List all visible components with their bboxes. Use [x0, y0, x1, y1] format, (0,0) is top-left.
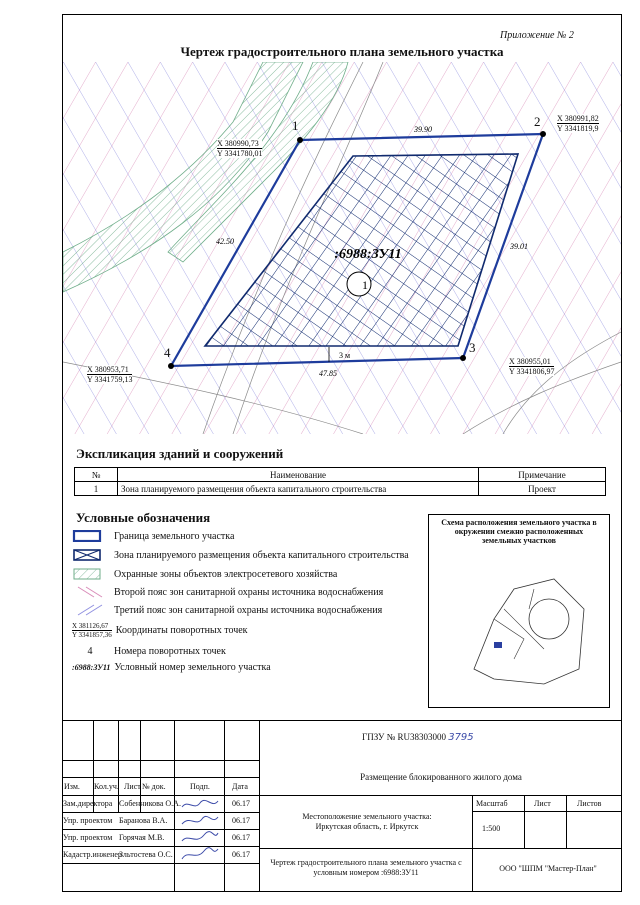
planned-zone-symbol: [72, 549, 108, 561]
col-header-count: Кол.уч.: [94, 782, 119, 791]
col-name-header: Наименование: [118, 468, 479, 482]
parcel-number-sample: :6988:ЗУ11: [72, 663, 111, 672]
row-num: 1: [75, 482, 118, 496]
parcel-location-marker: [494, 642, 502, 648]
vertex-number-sample: 4: [87, 646, 93, 657]
page-title: Чертеж градостроительного плана земельного участка: [180, 44, 504, 59]
col-header-sheet: Лист: [124, 782, 141, 791]
third-belt-symbol: [72, 604, 108, 616]
col-num-header: №: [75, 468, 118, 482]
vertex-4-coordinates: X 380953,71 Y 3341759,13: [87, 365, 133, 384]
coordinates-sample: X 381126,67 Y 3341857,36: [72, 622, 112, 639]
object-name: Размещение блокированного жилого дома: [360, 772, 522, 782]
vertex-3-marker: [460, 355, 466, 361]
appendix-label: Приложение № 2: [500, 30, 574, 41]
legend-item-power-zone: Охранные зоны объектов электросетевого хозяйства: [72, 568, 337, 580]
legend-item-coordinates: X 381126,67 Y 3341857,36 Координаты поворотных точек: [72, 622, 248, 639]
vertex-1-marker: [297, 137, 303, 143]
signer-name-2: Баранова В.А.: [119, 816, 168, 825]
vertex-3-number: 3: [469, 340, 476, 355]
power-zone-symbol: [72, 568, 108, 580]
explication-table: [74, 467, 606, 496]
location-text: Местоположение земельного участка: Иркутская область, г. Иркутск: [302, 812, 432, 831]
dim-side-41: 42.50: [216, 237, 234, 246]
signer-date-1: 06.17: [232, 799, 250, 808]
col-header-doc: № док.: [142, 782, 166, 791]
legend-item-parcel-number: :6988:ЗУ11 Условный номер земельного участка: [72, 662, 271, 673]
row-note: Проект: [479, 482, 606, 496]
vertex-2-number: 2: [534, 114, 541, 129]
vertex-2-coordinates: X 380991,82 Y 3341819,9: [557, 114, 599, 133]
col-header-date: Дата: [232, 782, 248, 791]
signer-role-3: Упр. проектом: [63, 833, 113, 842]
sheet-title: Чертеж градостроительного плана земельного участка с условным номером :6988:ЗУ11: [270, 858, 462, 877]
dim-side-12: 39.90: [414, 125, 432, 134]
col-header-sign: Подп.: [190, 782, 210, 791]
vertex-1-coordinates: X 380990,73 Y 3341780,01: [217, 139, 263, 158]
col-note-header: Примечание: [479, 468, 606, 482]
signer-date-3: 06.17: [232, 833, 250, 842]
second-belt-symbol: [72, 586, 108, 598]
scale-value: 1:500: [482, 824, 501, 833]
scheme-title: Схема расположения земельного участка в окружении смежно расположенных земельных участков: [441, 518, 597, 545]
site-plan-map: [63, 62, 621, 434]
vertex-3-coordinates: X 380955,01 Y 3341806,97: [509, 357, 555, 376]
signer-date-2: 06.17: [232, 816, 250, 825]
boundary-symbol: [72, 530, 108, 542]
table-header-row: [75, 468, 606, 482]
table-row: [75, 482, 606, 496]
zone-number: 1: [362, 278, 368, 292]
legend-title: Условные обозначения: [76, 510, 211, 525]
dim-side-34: 47.85: [319, 369, 337, 378]
legend-item-vertex-number: 4 Номера поворотных точек: [72, 646, 226, 657]
signer-role-2: Упр. проектом: [63, 816, 113, 825]
signer-name-1: Собенникова О.А.: [119, 799, 181, 808]
signer-date-4: 06.17: [232, 850, 250, 859]
vertex-4-marker: [168, 363, 174, 369]
sheet-label: Лист: [534, 799, 551, 808]
dim-setback: 3 м: [339, 351, 351, 360]
legend-item-boundary: Граница земельного участка: [72, 530, 234, 542]
dim-side-23: 39.01: [510, 242, 528, 251]
gpzu-number: ГПЗУ № RU38303000 3795: [362, 732, 474, 743]
sheets-label: Листов: [577, 799, 602, 808]
legend-item-second-belt: Второй пояс зон санитарной охраны источника водоснабжения: [72, 586, 383, 598]
signer-role-1: Зам.директора: [63, 799, 113, 808]
vertex-4-number: 4: [164, 345, 171, 360]
vertex-1-number: 1: [292, 118, 299, 133]
title-block: [62, 720, 622, 892]
organization-name: ООО "ШПМ "Мастер-План": [499, 864, 597, 873]
scheme-drawing: [434, 549, 604, 689]
scale-label: Масштаб: [476, 799, 508, 808]
row-name: Зона планируемого размещения объекта капитального строительства: [118, 482, 479, 496]
signer-name-3: Горячая М.В.: [119, 833, 165, 842]
vertex-2-marker: [540, 131, 546, 137]
legend-item-planned-zone: Зона планируемого размещения объекта капитального строительства: [72, 549, 409, 561]
explication-title: Экспликация зданий и сооружений: [76, 446, 284, 461]
parcel-number-label: :6988:ЗУ11: [334, 247, 402, 262]
legend-item-third-belt: Третий пояс зон санитарной охраны источника водоснабжения: [72, 604, 382, 616]
signer-name-4: Зльтостева О.С.: [119, 850, 173, 859]
signatures: [178, 797, 222, 863]
location-scheme: [428, 514, 610, 708]
signer-role-4: Кадастр.инженер: [63, 850, 122, 859]
col-header-change: Изм.: [64, 782, 80, 791]
